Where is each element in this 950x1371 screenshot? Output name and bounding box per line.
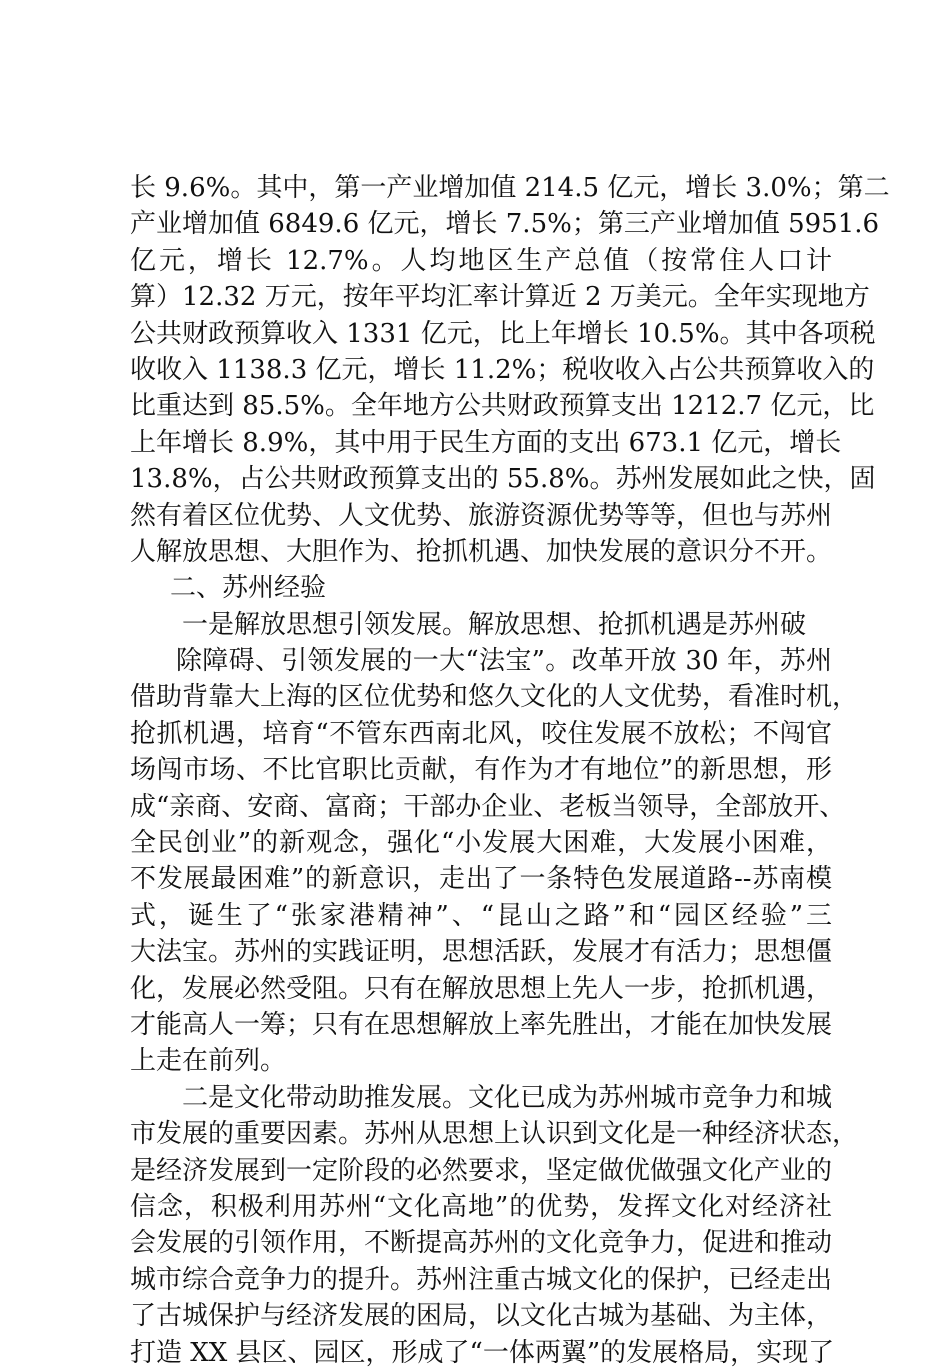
paragraph-line: 市发展的重要因素。苏州从思想上认识到文化是一种经济状态， bbox=[130, 1119, 859, 1150]
paragraph-line: 上年增长 8.9%，其中用于民生方面的支出 673.1 亿元，增长 bbox=[130, 427, 842, 458]
paragraph-line: 城市综合竞争力的提升。苏州注重古城文化的保护，已经走出 bbox=[130, 1264, 833, 1295]
paragraph-line: 会发展的引领作用，不断提高苏州的文化竞争力，促进和推动 bbox=[130, 1228, 833, 1259]
paragraph-line: 是经济发展到一定阶段的必然要求，坚定做优做强文化产业的 bbox=[130, 1155, 833, 1186]
paragraph-line: 抢抓机遇，培育“不管东西南北风，咬住发展不放松；不闯官 bbox=[130, 718, 832, 749]
paragraph-line: 亿元，增长 12.7%。人均地区生产总值（按常住人口计 bbox=[130, 245, 832, 276]
paragraph-line: 算）12.32 万元，按年平均汇率计算近 2 万美元。全年实现地方 bbox=[130, 282, 870, 313]
paragraph-line: 才能高人一筹；只有在思想解放上率先胜出，才能在加快发展 bbox=[130, 1009, 833, 1040]
paragraph-line: 除障碍、引领发展的一大“法宝”。改革开放 30 年，苏州 bbox=[176, 646, 832, 677]
paragraph-line: 全民创业”的新观念，强化“小发展大困难，大发展小困难， bbox=[130, 828, 832, 859]
paragraph-line: 比重达到 85.5%。全年地方公共财政预算支出 1212.7 亿元，比 bbox=[130, 391, 875, 422]
paragraph-line: 信念，积极利用苏州“文化高地”的优势，发挥文化对经济社 bbox=[130, 1191, 832, 1222]
paragraph-line: 产业增加值 6849.6 亿元，增长 7.5%；第三产业增加值 5951.6 bbox=[130, 209, 880, 240]
paragraph-line: 人解放思想、大胆作为、抢抓机遇、加快发展的意识分不开。 bbox=[130, 536, 833, 567]
paragraph-line: 借助背靠大上海的区位优势和悠久文化的人文优势，看准时机， bbox=[130, 682, 859, 713]
paragraph-line: 打造 XX 县区、园区，形成了“一体两翼”的发展格局，实现了 bbox=[130, 1337, 835, 1368]
paragraph-line: 场闯市场、不比官职比贡献，有作为才有地位”的新思想，形 bbox=[130, 755, 832, 786]
paragraph-line: 长 9.6%。其中，第一产业增加值 214.5 亿元，增长 3.0%；第二 bbox=[130, 173, 890, 203]
paragraph-line: 化，发展必然受阻。只有在解放思想上先人一步，抢抓机遇， bbox=[130, 973, 833, 1004]
paragraph-line: 二是文化带动助推发展。文化已成为苏州城市竞争力和城 bbox=[182, 1082, 833, 1113]
paragraph-line: 公共财政预算收入 1331 亿元，比上年增长 10.5%。其中各项税 bbox=[130, 318, 876, 349]
paragraph-line: 收收入 1138.3 亿元，增长 11.2%；税收收入占公共预算收入的 bbox=[130, 354, 875, 385]
paragraph-line: 上走在前列。 bbox=[130, 1046, 287, 1077]
paragraph-line: 不发展最困难”的新意识，走出了一条特色发展道路--苏南模 bbox=[130, 864, 832, 895]
paragraph-line: 了古城保护与经济发展的困局，以文化古城为基础、为主体， bbox=[130, 1301, 833, 1332]
paragraph-first-line: 一是解放思想引领发展。解放思想、抢抓机遇是苏州破 bbox=[182, 609, 807, 640]
paragraph-line: 式，诞生了“张家港精神”、“昆山之路”和“园区经验”三 bbox=[130, 900, 832, 931]
section-heading: 二、苏州经验 bbox=[170, 573, 327, 604]
paragraph-line: 然有着区位优势、人文优势、旅游资源优势等等，但也与苏州 bbox=[130, 500, 833, 531]
paragraph-line: 大法宝。苏州的实践证明，思想活跃，发展才有活力；思想僵 bbox=[130, 937, 833, 968]
document-page bbox=[130, 170, 890, 1371]
paragraph-line: 13.8%，占公共财政预算支出的 55.8%。苏州发展如此之快，固 bbox=[130, 464, 876, 495]
paragraph-line: 成“亲商、安商、富商；干部办企业、老板当领导，全部放开、 bbox=[130, 791, 846, 822]
